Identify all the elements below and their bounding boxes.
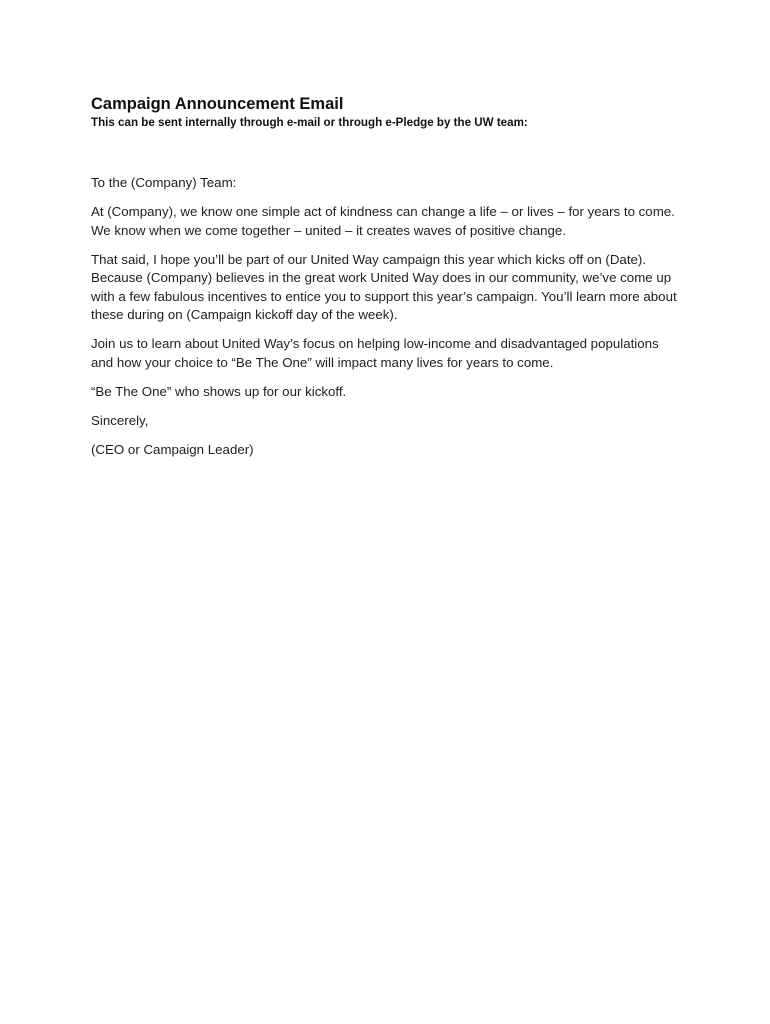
email-paragraph: Join us to learn about United Way’s focus on helping low-income and disadvantaged populations and how your choice to “Be The One” will impact many lives for years to come.: [91, 336, 659, 370]
email-signature: (CEO or Campaign Leader): [91, 441, 254, 457]
email-greeting: To the (Company) Team:: [91, 175, 237, 190]
email-paragraph: At (Company), we know one simple act of kindness can change a life – or lives – for years to come. We know when we come together – united – it creates waves of positive change.: [91, 204, 675, 238]
document-title: Campaign Announcement Email: [91, 95, 344, 113]
document-subtitle: This can be sent internally through e-mail or through e-Pledge by the UW team:: [91, 116, 528, 129]
email-paragraph: That said, I hope you’ll be part of our United Way campaign this year which kicks off on (Date). Because (Company) believes in the great work United Way does in our community, we’ve come up with a few fabulous incentives to entice you to support this year’s campaign. You’ll learn more about these during on (Campaign kickoff day of the week).: [91, 251, 677, 322]
email-paragraph: “Be The One” who shows up for our kickoff.: [91, 383, 347, 399]
document-page: [91, 94, 681, 470]
email-closing: Sincerely,: [91, 412, 149, 428]
email-body: [91, 174, 681, 459]
